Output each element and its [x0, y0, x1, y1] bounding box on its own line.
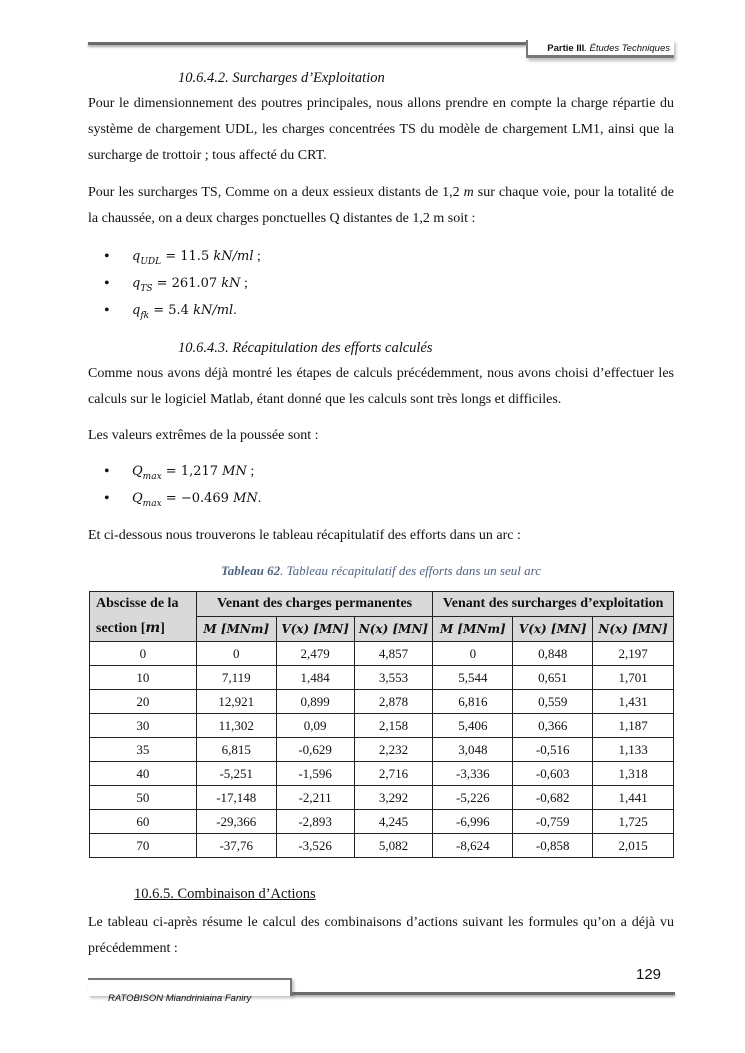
- cell-value: 3,553: [354, 666, 433, 690]
- cell-value: 1,431: [593, 690, 674, 714]
- cell-value: 3,292: [354, 786, 433, 810]
- cell-value: 1,133: [593, 738, 674, 762]
- cell-value: -3,336: [433, 762, 513, 786]
- cell-abscissa: 35: [90, 738, 197, 762]
- cell-value: 0,366: [513, 714, 593, 738]
- cell-value: -2,211: [276, 786, 354, 810]
- thrust-list: [104, 458, 261, 512]
- paragraph-surcharges-1: Pour le dimensionnement des poutres principales, nous allons prendre en compte la charge répartie du système de chargement UDL, les charges concentrées TS du modèle de chargement LM1, ainsi que la surcharge de trottoir ; tous affecté du CRT.: [88, 96, 674, 163]
- heading-recapitulation: 10.6.4.3. Récapitulation des efforts calculés: [178, 340, 433, 356]
- cell-value: 2,479: [276, 642, 354, 666]
- table-row: [90, 786, 674, 810]
- cell-value: -0,516: [513, 738, 593, 762]
- table-caption-text: . Tableau récapitulatif des efforts dans un seul arc: [280, 563, 541, 578]
- efforts-table: [89, 591, 674, 858]
- cell-value: 5,406: [433, 714, 513, 738]
- load-item: • $q_{TS} = 261.07$ kN ;: [104, 270, 261, 297]
- running-footer: [88, 978, 292, 1004]
- table-row: [90, 810, 674, 834]
- subheader-2: N(x) [MN]: [354, 617, 433, 642]
- cell-value: 1,318: [593, 762, 674, 786]
- cell-value: 2,158: [354, 714, 433, 738]
- thrust-item: • $Q_{max} = 1,217$ MN ;: [104, 458, 261, 485]
- cell-value: 5,082: [354, 834, 433, 858]
- running-header: [526, 40, 674, 58]
- cell-value: -5,226: [433, 786, 513, 810]
- cell-value: -0,603: [513, 762, 593, 786]
- header-part: Partie III: [547, 43, 585, 54]
- subheader-5: N(x) [MN]: [593, 617, 674, 642]
- cell-value: 2,232: [354, 738, 433, 762]
- cell-value: 1,441: [593, 786, 674, 810]
- page-number: 129: [636, 966, 662, 983]
- cell-value: -0,682: [513, 786, 593, 810]
- heading-surcharges: 10.6.4.2. Surcharges d’Exploitation: [178, 70, 385, 86]
- cell-value: -17,148: [196, 786, 276, 810]
- cell-value: 7,119: [196, 666, 276, 690]
- table-row: [90, 834, 674, 858]
- cell-value: -0,759: [513, 810, 593, 834]
- cell-value: -1,596: [276, 762, 354, 786]
- cell-value: 0,651: [513, 666, 593, 690]
- cell-abscissa: 30: [90, 714, 197, 738]
- subheader-1: V(x) [MN]: [276, 617, 354, 642]
- cell-value: 6,815: [196, 738, 276, 762]
- cell-value: 2,878: [354, 690, 433, 714]
- header-live-loads: Venant des surcharges d’exploitation: [433, 592, 674, 617]
- cell-value: 1,725: [593, 810, 674, 834]
- cell-abscissa: 70: [90, 834, 197, 858]
- table-row: [90, 714, 674, 738]
- header-permanent-loads: Venant des charges permanentes: [196, 592, 433, 617]
- load-item: • $q_{UDL} = 11.5$ kN/ml ;: [104, 243, 261, 270]
- cell-value: -29,366: [196, 810, 276, 834]
- cell-value: 0,899: [276, 690, 354, 714]
- subheader-3: M [MNm]: [433, 617, 513, 642]
- cell-value: -0,858: [513, 834, 593, 858]
- cell-value: -5,251: [196, 762, 276, 786]
- cell-abscissa: 10: [90, 666, 197, 690]
- paragraph-recap-1: Comme nous avons déjà montré les étapes de calculs précédemment, nous avons choisi d’effectuer les calculs sur le logiciel Matlab, étant donné que les calculs sont très longs et difficiles.: [88, 366, 674, 407]
- header-rule: [88, 42, 526, 45]
- cell-value: -37,76: [196, 834, 276, 858]
- loads-list: [104, 243, 261, 324]
- cell-value: 2,197: [593, 642, 674, 666]
- cell-value: 1,701: [593, 666, 674, 690]
- table-row: [90, 738, 674, 762]
- cell-value: 3,048: [433, 738, 513, 762]
- table-row: [90, 642, 674, 666]
- cell-abscissa: 50: [90, 786, 197, 810]
- cell-value: 0: [433, 642, 513, 666]
- table-row: [90, 762, 674, 786]
- subheader-0: M [MNm]: [196, 617, 276, 642]
- cell-value: 5,544: [433, 666, 513, 690]
- table-caption-label: Tableau 62: [221, 563, 281, 578]
- heading-combinaison: 10.6.5. Combinaison d’Actions: [134, 886, 316, 902]
- cell-abscissa: 40: [90, 762, 197, 786]
- cell-value: 11,302: [196, 714, 276, 738]
- cell-value: 0: [196, 642, 276, 666]
- cell-value: 4,245: [354, 810, 433, 834]
- table-caption: [88, 563, 674, 579]
- paragraph-combinaison: Le tableau ci-après résume le calcul des combinaisons d’actions suivant les formules qu’on a déjà vu précédemment :: [88, 915, 674, 956]
- cell-value: -2,893: [276, 810, 354, 834]
- cell-abscissa: 20: [90, 690, 197, 714]
- cell-value: -0,629: [276, 738, 354, 762]
- cell-value: -3,526: [276, 834, 354, 858]
- cell-value: 2,716: [354, 762, 433, 786]
- paragraph-recap-2: Les valeurs extrêmes de la poussée sont :: [88, 428, 319, 443]
- cell-value: -6,996: [433, 810, 513, 834]
- cell-value: -8,624: [433, 834, 513, 858]
- cell-value: 1,187: [593, 714, 674, 738]
- cell-value: 0,09: [276, 714, 354, 738]
- header-part-title: . Études Techniques: [584, 43, 670, 54]
- cell-value: 0,848: [513, 642, 593, 666]
- table-row: [90, 666, 674, 690]
- cell-value: 2,015: [593, 834, 674, 858]
- cell-abscissa: 0: [90, 642, 197, 666]
- cell-value: 1,484: [276, 666, 354, 690]
- footer-author: RATOBISON Miandriniaina Faniry: [108, 993, 252, 1004]
- thrust-item: • $Q_{max} = -0.469$ MN.: [104, 485, 261, 512]
- paragraph-surcharges-2: Pour les surcharges TS, Comme on a deux essieux distants de 1,2 m sur chaque voie, pour la totalité de la chaussée, on a deux charges ponctuelles Q distantes de 1,2 m soit :: [88, 185, 674, 226]
- cell-value: 12,921: [196, 690, 276, 714]
- table-row: [90, 690, 674, 714]
- subheader-4: V(x) [MN]: [513, 617, 593, 642]
- header-abscissa: Abscisse de la section [m]: [90, 592, 197, 642]
- cell-abscissa: 60: [90, 810, 197, 834]
- cell-value: 6,816: [433, 690, 513, 714]
- load-item: • $q_{fk} = 5.4$ kN/ml.: [104, 297, 261, 324]
- paragraph-recap-3: Et ci-dessous nous trouverons le tableau récapitulatif des efforts dans un arc :: [88, 528, 521, 543]
- footer-rule: [292, 992, 675, 995]
- cell-value: 0,559: [513, 690, 593, 714]
- cell-value: 4,857: [354, 642, 433, 666]
